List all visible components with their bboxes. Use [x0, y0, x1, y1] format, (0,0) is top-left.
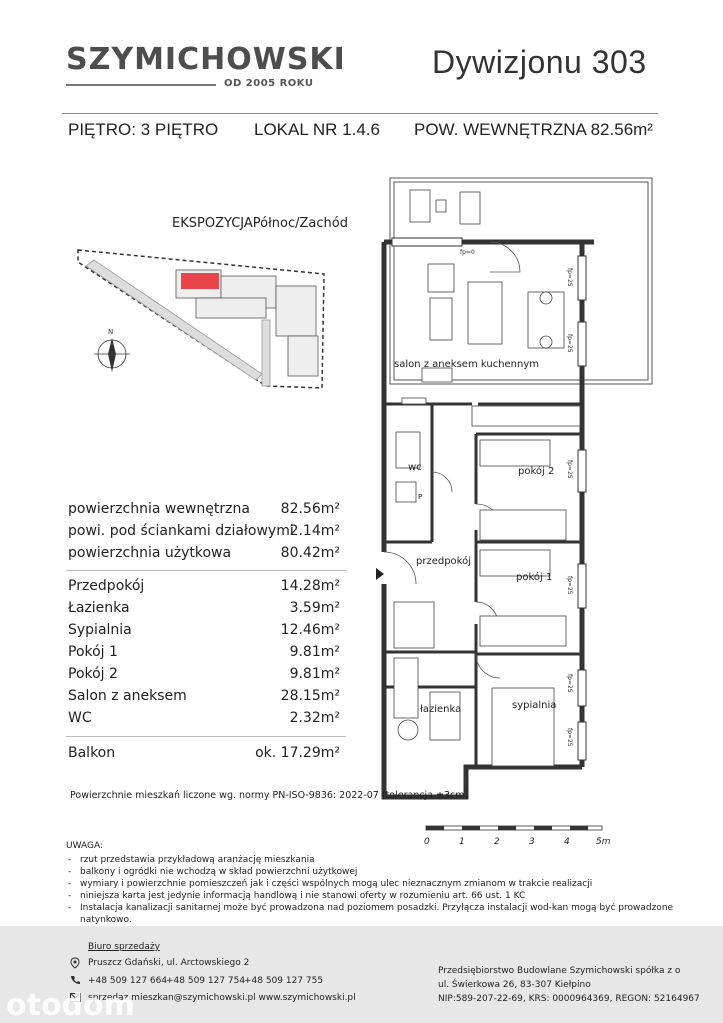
- company-address: ul. Świerkowa 26, 83-307 Kiełpino: [438, 980, 591, 990]
- tag-fp25-salon-2: fp=25: [566, 334, 573, 353]
- notes-section: [66, 840, 723, 926]
- company-name: Przedsiębiorstwo Budowlane Szymichowski spółka z o: [438, 966, 681, 976]
- scale-1: 1: [459, 837, 465, 847]
- scale-0: 0: [424, 837, 430, 847]
- area-label: Salon z aneksem: [68, 688, 187, 704]
- sales-office-title: Biuro sprzedaży: [88, 942, 160, 952]
- floor-plan: [372, 172, 662, 812]
- area-value: 2.14m²: [289, 523, 340, 539]
- area-row-salon: [68, 688, 340, 708]
- location-pin-icon: [70, 957, 80, 969]
- room-label-wc: wc: [408, 462, 422, 473]
- area-row-sypialnia: [68, 622, 340, 642]
- scale-3: 3: [529, 837, 535, 847]
- area-divider-1: [66, 570, 346, 571]
- area-row-balkon: [68, 745, 340, 765]
- tag-fp25-pokoj-2: fp=25: [566, 460, 573, 479]
- area-row-pokoj-2: [68, 666, 340, 686]
- area-row-pokoj-1: [68, 644, 340, 664]
- note-item: - Instalacja kanalizacji sanitarnej może być prowadzona nad poziomem posadzki. Przyłącza instalacji wod-kan mogą być prowadzone natynkowo.: [66, 902, 723, 926]
- living-furniture: [402, 264, 580, 426]
- area-divider-2: [66, 736, 346, 737]
- note-item: - niniejsza karta jest jedynie informacją handlową i nie stanowi oferty w rozumieniu art. 66 ust. 1 KC: [66, 890, 723, 902]
- area-label: Sypialnia: [68, 622, 132, 638]
- scale-5m: 5m: [596, 837, 611, 847]
- area-label: Łazienka: [68, 600, 130, 616]
- compass-north-label: N: [108, 328, 114, 336]
- norm-note: Powierzchnie mieszkań liczone wg. normy PN-ISO-9836: 2022-07 (tolerancja ±3cm): [70, 790, 469, 801]
- scale-bar: [424, 822, 624, 836]
- area-value: 28.15m²: [280, 688, 340, 704]
- project-logo: Dywizjonu 303: [432, 44, 647, 80]
- area-label: powi. pod ściankami działowymi: [68, 523, 294, 539]
- area-value: 2.32m²: [289, 710, 340, 726]
- tag-fp0: fp=0: [460, 249, 475, 256]
- area-row-wc: [68, 710, 340, 730]
- unit-highlight: [181, 273, 219, 289]
- rooms-furniture: [394, 432, 566, 766]
- scale-4: 4: [564, 837, 570, 847]
- phone-icon: [70, 975, 80, 985]
- area-label: Pokój 2: [68, 666, 118, 682]
- brand-underline: [66, 84, 216, 86]
- tag-fp25-sypialnia-2: fp=25: [566, 728, 573, 747]
- brand-tagline: OD 2005 ROKU: [224, 78, 314, 89]
- room-label-pokoj-2: pokój 2: [518, 466, 555, 477]
- compass: [94, 338, 130, 372]
- unit-number: LOKAL NR 1.4.6: [254, 120, 380, 139]
- room-label-lazienka: łazienka: [420, 704, 462, 715]
- area-value: 82.56m²: [280, 501, 340, 517]
- note-item: - balkony i ogródki nie wchodzą w skład powierzchni użytkowej: [66, 866, 723, 878]
- phone-3[interactable]: +48 509 127 755: [244, 976, 324, 986]
- room-label-pokoj-1: pokój 1: [516, 572, 553, 583]
- area-label: WC: [68, 710, 92, 726]
- area-label: powierzchnia wewnętrzna: [68, 501, 250, 517]
- floor-label: PIĘTRO: 3 PIĘTRO: [68, 120, 219, 139]
- area-label: Pokój 1: [68, 644, 118, 660]
- office-address: Pruszcz Gdański, ul. Arctowskiego 2: [88, 958, 250, 968]
- area-label: Przedpokój: [68, 578, 145, 594]
- area-value: 80.42m²: [280, 545, 340, 561]
- otodom-watermark: otodom: [6, 988, 135, 1023]
- area-value: ok. 17.29m²: [255, 745, 340, 761]
- brand-logo: SZYMICHOWSKI: [66, 42, 346, 77]
- contact-links[interactable]: sprzedaz.mieszkan@szymichowski.pl www.szymichowski.pl: [88, 993, 356, 1003]
- tag-fp25-sypialnia-1: fp=25: [566, 674, 573, 693]
- internal-area: POW. WEWNĘTRZNA 82.56m²: [414, 120, 653, 139]
- room-label-salon: salon z aneksem kuchennym: [394, 359, 540, 370]
- area-label: Balkon: [68, 745, 116, 761]
- area-row-przedpokoj: [68, 578, 340, 598]
- area-row-usable: [68, 545, 340, 565]
- area-row-partition: [68, 523, 340, 543]
- tag-p: P: [418, 493, 423, 501]
- note-item: - rzut przedstawia przykładową aranżację mieszkania: [66, 854, 723, 866]
- area-value: 9.81m²: [289, 644, 340, 660]
- company-ids: NIP:589-207-22-69, KRS: 0000964369, REGON: 52164967: [438, 994, 700, 1004]
- area-value: 12.46m²: [280, 622, 340, 638]
- area-value: 9.81m²: [289, 666, 340, 682]
- tag-fp25-pokoj-1: fp=25: [566, 576, 573, 595]
- exposure-label: EKSPOZYCJAPółnoc/Zachód: [172, 216, 348, 231]
- scale-2: 2: [494, 837, 500, 847]
- tag-fp25-salon-1: fp=25: [566, 268, 573, 287]
- area-row-internal: [68, 501, 340, 521]
- phone-1[interactable]: +48 509 127 664: [88, 976, 168, 986]
- phone-2[interactable]: +48 509 127 754: [166, 976, 246, 986]
- area-value: 14.28m²: [280, 578, 340, 594]
- balcony-furniture: [410, 190, 480, 224]
- site-map: [66, 240, 336, 400]
- note-item: - wymiary i powierzchnie pomieszczeń jak i części wspólnych mogą ulec nieznacznym zmianom w trakcie realizacji: [66, 878, 723, 890]
- notes-title: UWAGA:: [66, 841, 103, 851]
- area-row-lazienka: [68, 600, 340, 620]
- area-label: powierzchnia użytkowa: [68, 545, 232, 561]
- room-label-sypialnia: sypialnia: [512, 700, 557, 711]
- entrance-arrow: [376, 568, 384, 580]
- room-label-przedpokoj: przedpokój: [416, 556, 472, 567]
- header-divider: [62, 113, 658, 114]
- area-value: 3.59m²: [289, 600, 340, 616]
